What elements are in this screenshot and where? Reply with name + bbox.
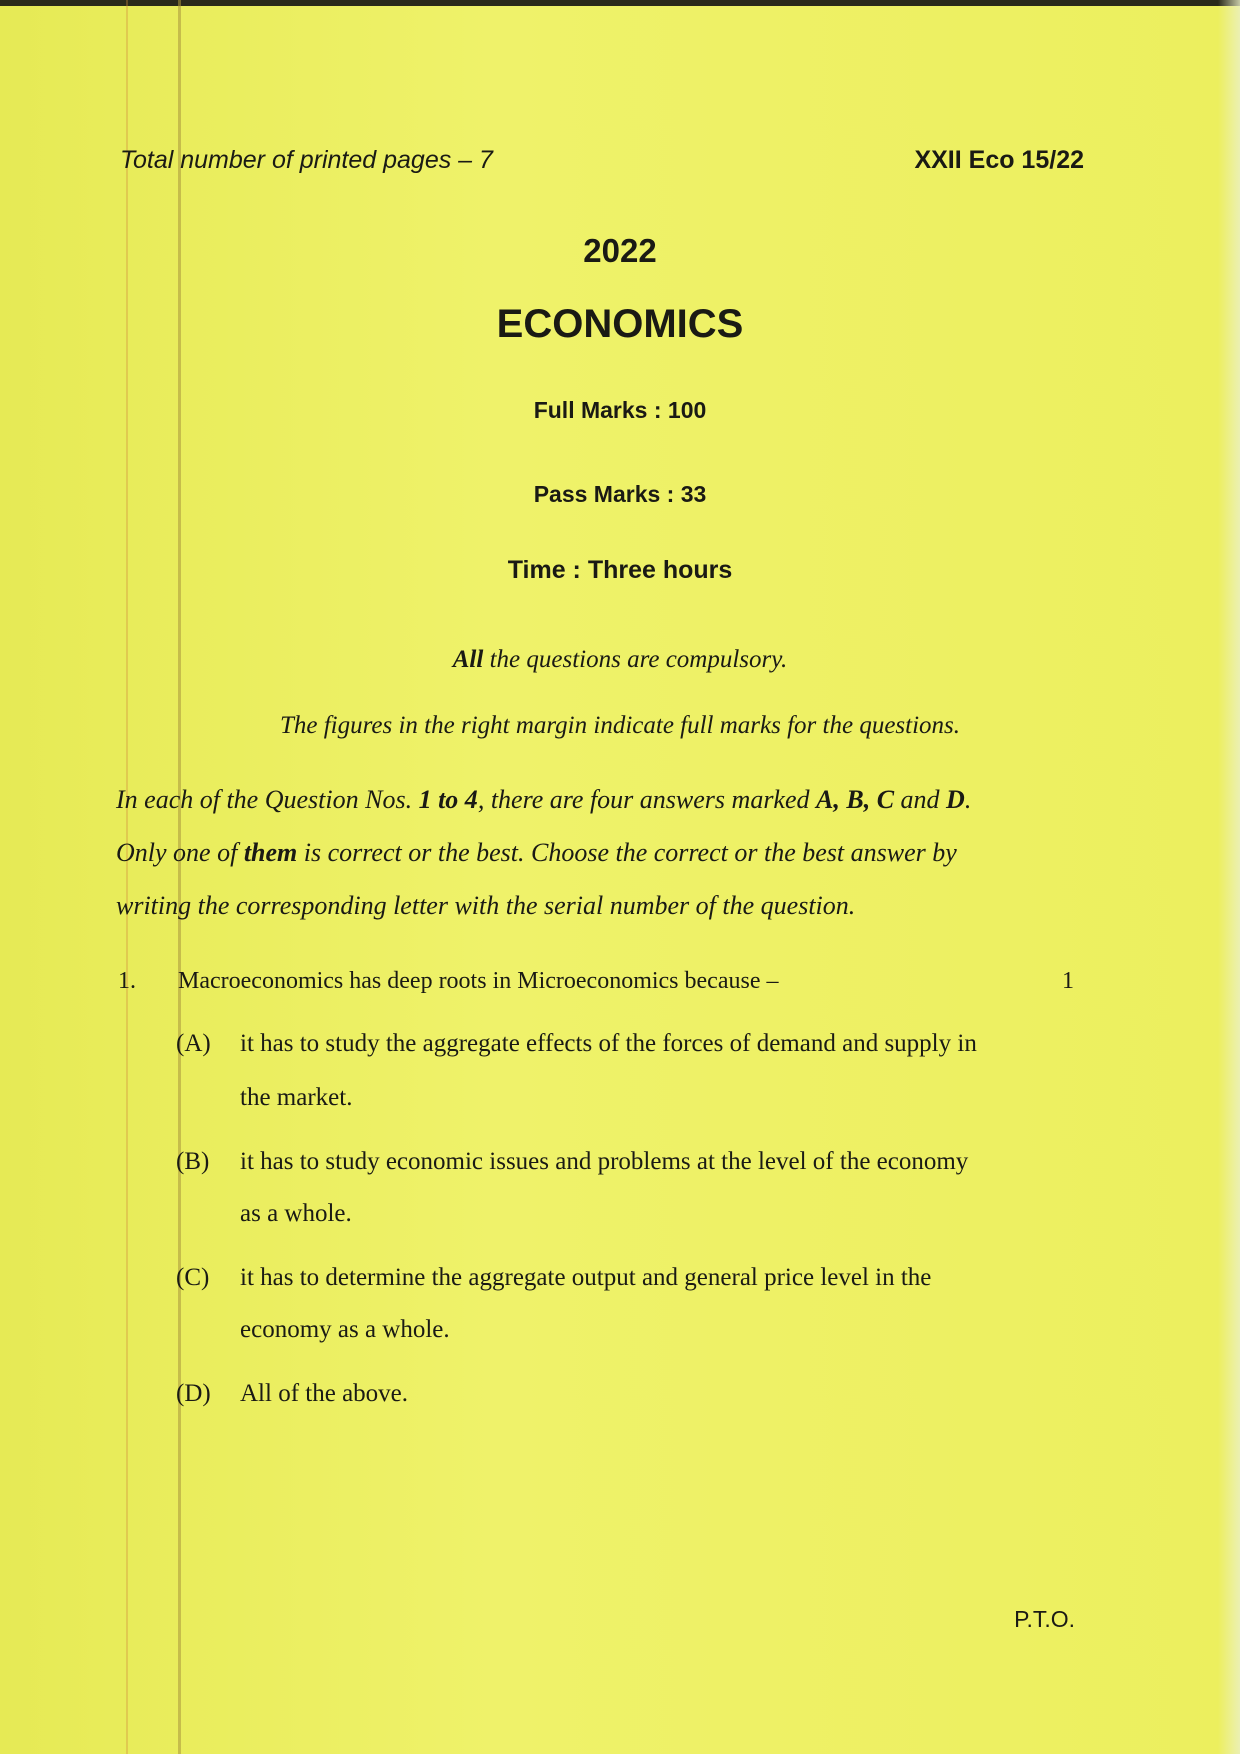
option-a-label: (A) [176, 1030, 211, 1057]
scan-top-border [0, 0, 1240, 6]
option-c-label: (C) [176, 1264, 210, 1291]
please-turn-over: P.T.O. [1014, 1606, 1075, 1632]
mcq-letters: A, B, C [816, 785, 895, 814]
mcq-text: is correct or the best. Choose the correct or the best answer by [297, 838, 957, 867]
option-d-label: (D) [176, 1380, 211, 1407]
mcq-instruction-line-1 [116, 785, 971, 815]
exam-year: 2022 [583, 232, 657, 269]
mcq-text: . [964, 785, 972, 814]
mcq-text: and [894, 785, 947, 814]
option-b-label: (B) [176, 1148, 210, 1175]
mcq-instruction-line-2 [116, 838, 957, 868]
full-marks: Full Marks : 100 [533, 397, 707, 423]
option-c-text: it has to determine the aggregate output and general price level in the [240, 1264, 932, 1291]
option-d-text: All of the above. [240, 1380, 409, 1407]
subject-title: ECONOMICS [496, 302, 744, 346]
printed-pages-note: Total number of printed pages – 7 [120, 146, 493, 174]
question-marks: 1 [1062, 968, 1074, 994]
figures-instruction: The figures in the right margin indicate full marks for the questions. [279, 712, 961, 739]
option-a-text: it has to study the aggregate effects of the forces of demand and supply in [240, 1030, 977, 1057]
option-b-text-cont: as a whole. [240, 1200, 352, 1227]
pass-marks: Pass Marks : 33 [533, 481, 707, 507]
paper-code: XXII Eco 15/22 [914, 146, 1084, 174]
mcq-letter-d: D [946, 785, 965, 814]
mcq-range: 1 to 4 [418, 785, 478, 814]
option-c-text-cont: economy as a whole. [240, 1316, 450, 1343]
question-text: Macroeconomics has deep roots in Microeconomics because – [178, 968, 779, 994]
question-number: 1. [118, 968, 136, 994]
exam-time: Time : Three hours [507, 556, 733, 584]
mcq-instruction-line-3: writing the corresponding letter with the serial number of the question. [116, 891, 856, 920]
compulsory-instruction [0, 646, 1240, 674]
compulsory-rest: the questions are compulsory. [483, 646, 788, 673]
mcq-text: , there are four answers marked [477, 785, 817, 814]
option-b-text: it has to study economic issues and problems at the level of the economy [240, 1148, 969, 1175]
mcq-them: them [243, 838, 298, 867]
option-a-text-cont: the market. [240, 1084, 353, 1111]
all-emphasis: All [452, 646, 484, 673]
mcq-text: Only one of [116, 838, 244, 867]
mcq-text: In each of the Question Nos. [116, 785, 419, 814]
